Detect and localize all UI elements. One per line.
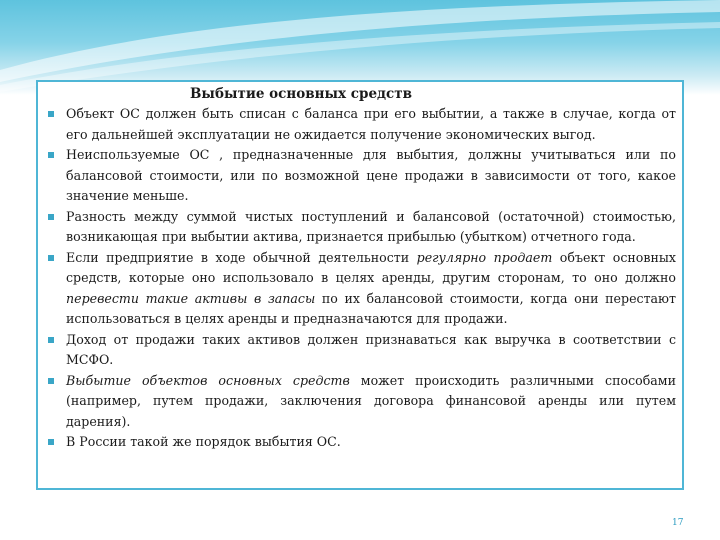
square-bullet-icon (48, 111, 54, 117)
slide-content-frame (36, 80, 684, 490)
bullet-item (44, 104, 676, 145)
bullet-text: Объект ОС должен быть списан с баланса при его выбытии, а также в случае, когда от его дальнейшей эксплуатации не ожидается получение экономических выгод. (66, 106, 676, 142)
bullet-list (44, 104, 676, 453)
square-bullet-icon (48, 214, 54, 220)
bullet-item (44, 432, 676, 453)
bullet-item (44, 207, 676, 248)
bullet-item (44, 145, 676, 207)
bullet-text: по их балансовой стоимости, когда они перестают использоваться в целях аренды и предназначаются для продажи. (66, 290, 676, 326)
square-bullet-icon (48, 378, 54, 384)
square-bullet-icon (48, 439, 54, 445)
bullet-item (44, 248, 676, 330)
bullet-text: Если предприятие в ходе обычной деятельности (66, 249, 417, 265)
page-number: 17 (672, 518, 684, 528)
square-bullet-icon (48, 255, 54, 261)
bullet-item (44, 371, 676, 433)
bullet-text-italic: регулярно продает (416, 249, 553, 265)
bullet-text: Разность между суммой чистых поступлений и балансовой (остаточной) стоимостью, возникающая при выбытии актива, признается прибылью (убытком) отчетного года. (66, 208, 676, 244)
bullet-text: Доход от продажи таких активов должен признаваться как выручка в соответствии с МСФО. (66, 331, 676, 367)
square-bullet-icon (48, 152, 54, 158)
bullet-text-italic: Выбытие объектов основных средств (66, 372, 350, 388)
bullet-item (44, 330, 676, 371)
bullet-text: может происходить различными способами (например, путем продажи, заключения договора финансовой аренды или путем дарения). (66, 372, 676, 429)
bullet-text: В России такой же порядок выбытия ОС. (66, 434, 341, 449)
bullet-text-italic: перевести такие активы в запасы (66, 290, 316, 306)
bullet-text: объект основных средств, которые оно использовало в целях аренды, другим сторонам, то оно должно (66, 249, 677, 285)
bullet-text: Неиспользуемые ОС , предназначенные для выбытия, должны учитываться или по балансовой стоимости, или по возможной цене продажи в зависимости от того, какое значение меньше. (66, 147, 676, 203)
slide-title: Выбытие основных средств (190, 86, 413, 102)
square-bullet-icon (48, 337, 54, 343)
